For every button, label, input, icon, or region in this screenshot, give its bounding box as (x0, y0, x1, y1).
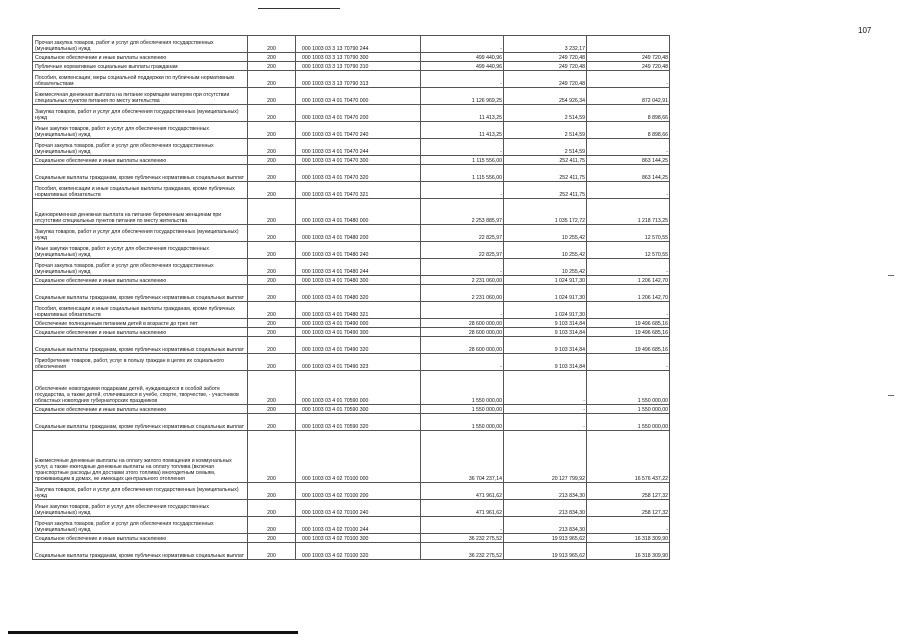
table-cell-name: Обеспечение полноценным питанием детей в возрасте до трех лет (33, 319, 248, 328)
table-cell-code: 200 (248, 354, 296, 371)
table-cell-executed: 2 514,59 (504, 105, 587, 122)
table-cell-kbk: 000 1003 03 4 01 70590 300 (296, 405, 421, 414)
table-cell-name: Иные закупки товаров, работ и услуг для обеспечения государственных (муниципальных) нужд (33, 242, 248, 259)
table-cell-name: Пособия, компенсации, меры социальной поддержки по публичным нормативным обязательствам (33, 71, 248, 88)
table-cell-unexecuted: - (587, 139, 670, 156)
table-cell-unexecuted: - (587, 517, 670, 534)
table-row (33, 88, 670, 105)
table-cell-kbk: 000 1003 03 4 01 70480 300 (296, 276, 421, 285)
table-cell-executed: 213 834,30 (504, 483, 587, 500)
table-cell-executed: 3 232,17 (504, 36, 587, 53)
table-row (33, 242, 670, 259)
table-cell-executed: 252 411,75 (504, 182, 587, 199)
table-row (33, 319, 670, 328)
table-row (33, 156, 670, 165)
table-cell-executed: 1 024 917,30 (504, 285, 587, 302)
table-cell-approved: 28 600 000,00 (421, 319, 504, 328)
table-cell-name: Обеспечение новогодними подарками детей, нуждающихся в особой заботе государства, а также детей, отличившихся в учебе, спорте, творчестве, - участников областных новогодних губернаторских праздников (33, 371, 248, 405)
table-cell-name: Ежемесячные денежные выплаты на оплату жилого помещения и коммунальных услуг, а также ежегодные денежные выплаты на оплату топлива (включая транспортные расходы для доставки этого топлива) многодетным семьям, проживающим в домах, не имеющих центрального отопления (33, 431, 248, 483)
table-cell-approved: 499 440,96 (421, 62, 504, 71)
table-cell-code: 200 (248, 517, 296, 534)
table-cell-kbk: 000 1003 03 4 01 70470 200 (296, 105, 421, 122)
table-cell-executed: 213 834,30 (504, 517, 587, 534)
table-cell-name: Социальное обеспечение и иные выплаты населению (33, 328, 248, 337)
table-cell-unexecuted: 16 576 437,22 (587, 431, 670, 483)
budget-table (32, 35, 670, 560)
table-cell-approved: 1 126 969,25 (421, 88, 504, 105)
table-cell-code: 200 (248, 122, 296, 139)
table-cell-unexecuted: 16 318 309,90 (587, 534, 670, 543)
table-cell-approved: - (421, 302, 504, 319)
table-row (33, 534, 670, 543)
table-cell-approved: 36 704 237,14 (421, 431, 504, 483)
table-row (33, 414, 670, 431)
table-cell-executed: 249 720,48 (504, 53, 587, 62)
table-cell-executed: 19 913 965,62 (504, 543, 587, 560)
table-cell-executed: 252 411,75 (504, 156, 587, 165)
table-cell-unexecuted: - (587, 302, 670, 319)
table-cell-kbk: 000 1003 03 4 02 70100 240 (296, 500, 421, 517)
table-cell-code: 200 (248, 199, 296, 225)
table-row (33, 285, 670, 302)
table-row (33, 431, 670, 483)
table-cell-executed: - (504, 371, 587, 405)
table-cell-approved: 2 231 060,00 (421, 276, 504, 285)
table-cell-approved: 1 550 000,00 (421, 405, 504, 414)
table-cell-approved: 28 600 000,00 (421, 337, 504, 354)
table-cell-unexecuted: 1 218 713,25 (587, 199, 670, 225)
table-cell-kbk: 000 1003 03 4 01 70480 200 (296, 225, 421, 242)
table-cell-kbk: 000 1003 03 4 01 70480 240 (296, 242, 421, 259)
table-cell-unexecuted: - (587, 71, 670, 88)
table-cell-unexecuted: 16 318 309,90 (587, 543, 670, 560)
table-cell-unexecuted: 249 720,48 (587, 53, 670, 62)
table-cell-name: Прочая закупка товаров, работ и услуг для обеспечения государственных (муниципальных) нужд (33, 36, 248, 53)
table-cell-kbk: 000 1003 03 4 01 70480 244 (296, 259, 421, 276)
table-cell-name: Социальное обеспечение и иные выплаты населению (33, 156, 248, 165)
table-cell-executed: 20 127 799,92 (504, 431, 587, 483)
table-cell-unexecuted: 258 127,32 (587, 483, 670, 500)
table-cell-unexecuted: 1 550 000,00 (587, 371, 670, 405)
table-cell-unexecuted (587, 36, 670, 53)
table-cell-name: Социальное обеспечение и иные выплаты населению (33, 405, 248, 414)
table-cell-kbk: 000 1003 03 3 13 70790 313 (296, 71, 421, 88)
table-cell-kbk: 000 1003 03 4 01 70470 300 (296, 156, 421, 165)
table-cell-approved: 499 440,96 (421, 53, 504, 62)
table-cell-approved: - (421, 354, 504, 371)
table-cell-code: 200 (248, 276, 296, 285)
table-cell-code: 200 (248, 302, 296, 319)
table-cell-approved: 22 825,97 (421, 225, 504, 242)
table-cell-kbk: 000 1003 03 4 02 70100 320 (296, 543, 421, 560)
table-cell-code: 200 (248, 182, 296, 199)
table-cell-code: 200 (248, 88, 296, 105)
table-cell-code: 200 (248, 53, 296, 62)
table-cell-kbk: 000 1003 03 4 01 70470 321 (296, 182, 421, 199)
table-cell-executed: 10 255,42 (504, 242, 587, 259)
table-cell-approved: 1 115 556,00 (421, 165, 504, 182)
table-cell-unexecuted: 1 206 142,70 (587, 276, 670, 285)
table-cell-approved: 22 825,97 (421, 242, 504, 259)
table-cell-code: 200 (248, 534, 296, 543)
margin-mark (888, 275, 894, 276)
table-cell-kbk: 000 1003 03 4 01 70490 323 (296, 354, 421, 371)
table-cell-name: Иные закупки товаров, работ и услуг для обеспечения государственных (муниципальных) нужд (33, 500, 248, 517)
table-cell-name: Прочая закупка товаров, работ и услуг для обеспечения государственных (муниципальных) нужд (33, 139, 248, 156)
table-cell-executed: 10 255,42 (504, 259, 587, 276)
table-cell-code: 200 (248, 319, 296, 328)
table-cell-kbk: 000 1003 03 4 01 70470 244 (296, 139, 421, 156)
table-cell-approved: 36 232 275,52 (421, 543, 504, 560)
table-cell-code: 200 (248, 225, 296, 242)
table-cell-unexecuted: 1 550 000,00 (587, 414, 670, 431)
table-cell-kbk: 000 1003 03 4 01 70470 240 (296, 122, 421, 139)
table-cell-unexecuted: 8 898,66 (587, 122, 670, 139)
table-cell-approved: 28 600 000,00 (421, 328, 504, 337)
table-row (33, 36, 670, 53)
table-cell-name: Социальные выплаты гражданам, кроме публичных нормативных социальных выплат (33, 414, 248, 431)
table-cell-executed: 19 913 965,62 (504, 534, 587, 543)
table-cell-executed: 1 035 172,72 (504, 199, 587, 225)
table-cell-unexecuted: 249 720,48 (587, 62, 670, 71)
table-cell-executed: 9 103 314,84 (504, 354, 587, 371)
table-cell-code: 200 (248, 405, 296, 414)
table-row (33, 517, 670, 534)
table-cell-name: Публичные нормативные социальные выплаты гражданам (33, 62, 248, 71)
table-row (33, 122, 670, 139)
table-cell-kbk: 000 1003 03 4 01 70490 320 (296, 337, 421, 354)
table-cell-approved: 2 253 885,97 (421, 199, 504, 225)
table-cell-kbk: 000 1003 03 4 01 70480 320 (296, 285, 421, 302)
table-cell-kbk: 000 1003 03 4 02 70100 000 (296, 431, 421, 483)
table-row (33, 71, 670, 88)
top-rule (258, 8, 340, 9)
table-cell-kbk: 000 1003 03 4 01 70470 320 (296, 165, 421, 182)
table-cell-code: 200 (248, 431, 296, 483)
table-cell-kbk: 000 1003 03 3 13 70790 300 (296, 53, 421, 62)
table-cell-code: 200 (248, 105, 296, 122)
table-row (33, 500, 670, 517)
margin-mark (888, 395, 894, 396)
table-cell-unexecuted: 872 042,91 (587, 88, 670, 105)
table-cell-executed: 213 834,30 (504, 500, 587, 517)
table-cell-name: Социальные выплаты гражданам, кроме публичных нормативных социальных выплат (33, 285, 248, 302)
table-row (33, 53, 670, 62)
table-cell-unexecuted: 863 144,25 (587, 165, 670, 182)
table-cell-executed: 249 720,48 (504, 71, 587, 88)
table-cell-kbk: 000 1003 03 4 01 70590 000 (296, 371, 421, 405)
table-cell-executed: 9 103 314,84 (504, 328, 587, 337)
table-cell-code: 200 (248, 242, 296, 259)
table-cell-approved: 1 550 000,00 (421, 371, 504, 405)
table-cell-unexecuted: 1 550 000,00 (587, 405, 670, 414)
table-row (33, 276, 670, 285)
table-row (33, 199, 670, 225)
table-cell-code: 200 (248, 139, 296, 156)
table-cell-unexecuted: 19 496 685,16 (587, 319, 670, 328)
table-cell-executed: 1 024 917,30 (504, 302, 587, 319)
table-cell-code: 200 (248, 337, 296, 354)
table-cell-code: 200 (248, 62, 296, 71)
table-cell-unexecuted: - (587, 182, 670, 199)
table-cell-kbk: 000 1003 03 4 02 70100 300 (296, 534, 421, 543)
table-cell-name: Единовременная денежная выплата на питание беременным женщинам при отсутствии специальных пунктов питания по месту жительства (33, 199, 248, 225)
table-cell-unexecuted: 1 206 142,70 (587, 285, 670, 302)
table-cell-kbk: 000 1003 03 4 02 70100 200 (296, 483, 421, 500)
table-cell-name: Иные закупки товаров, работ и услуг для обеспечения государственных (муниципальных) нужд (33, 122, 248, 139)
table-cell-kbk: 000 1003 03 3 13 70790 244 (296, 36, 421, 53)
table-row (33, 62, 670, 71)
table-cell-code: 200 (248, 543, 296, 560)
table-row (33, 354, 670, 371)
table-cell-name: Закупка товаров, работ и услуг для обеспечения государственных (муниципальных) нужд (33, 483, 248, 500)
table-cell-code: 200 (248, 285, 296, 302)
table-cell-unexecuted: 258 127,32 (587, 500, 670, 517)
table-cell-code: 200 (248, 483, 296, 500)
table-cell-code: 200 (248, 36, 296, 53)
table-body (33, 36, 670, 560)
table-cell-code: 200 (248, 328, 296, 337)
table-cell-approved: 11 413,25 (421, 122, 504, 139)
table-cell-approved: 36 232 275,52 (421, 534, 504, 543)
table-cell-kbk: 000 1003 03 4 01 70470 000 (296, 88, 421, 105)
table-cell-approved: - (421, 259, 504, 276)
table-cell-approved: - (421, 71, 504, 88)
table-row (33, 302, 670, 319)
table-cell-unexecuted: 863 144,25 (587, 156, 670, 165)
table-cell-name: Закупка товаров, работ и услуг для обеспечения государственных (муниципальных) нужд (33, 105, 248, 122)
table-cell-name: Социальное обеспечение и иные выплаты населению (33, 53, 248, 62)
table-cell-approved: 2 231 060,00 (421, 285, 504, 302)
table-row (33, 259, 670, 276)
table-row (33, 337, 670, 354)
table-row (33, 405, 670, 414)
table-cell-name: Социальные выплаты гражданам, кроме публичных нормативных социальных выплат (33, 337, 248, 354)
table-cell-unexecuted: 12 570,55 (587, 242, 670, 259)
table-row (33, 139, 670, 156)
table-cell-kbk: 000 1003 03 3 13 70790 310 (296, 62, 421, 71)
table-cell-name: Пособия, компенсации и иные социальные выплаты гражданам, кроме публичных нормативных обязательств (33, 182, 248, 199)
table-row (33, 225, 670, 242)
table-cell-approved: 11 413,25 (421, 105, 504, 122)
table-cell-executed: 9 103 314,84 (504, 337, 587, 354)
table-cell-code: 200 (248, 156, 296, 165)
table-cell-executed: 9 103 314,84 (504, 319, 587, 328)
table-cell-name: Приобретение товаров, работ, услуг в пользу граждан в целях их социального обеспечения (33, 354, 248, 371)
bottom-rule (8, 631, 298, 634)
table-row (33, 165, 670, 182)
table-cell-unexecuted: 8 898,66 (587, 105, 670, 122)
table-cell-executed: - (504, 414, 587, 431)
table-cell-approved: - (421, 517, 504, 534)
table-cell-name: Социальное обеспечение и иные выплаты населению (33, 276, 248, 285)
table-cell-kbk: 000 1003 03 4 01 70590 320 (296, 414, 421, 431)
table-cell-unexecuted: - (587, 354, 670, 371)
table-cell-executed: 249 720,48 (504, 62, 587, 71)
table-cell-approved: - (421, 182, 504, 199)
table-cell-unexecuted: 12 570,55 (587, 225, 670, 242)
table-row (33, 371, 670, 405)
table-cell-unexecuted: 19 496 685,16 (587, 337, 670, 354)
table-cell-code: 200 (248, 371, 296, 405)
table-cell-approved: - (421, 139, 504, 156)
table-cell-executed: 1 024 917,30 (504, 276, 587, 285)
table-row (33, 105, 670, 122)
table-row (33, 543, 670, 560)
table-cell-executed: - (504, 405, 587, 414)
table-cell-kbk: 000 1003 03 4 01 70490 300 (296, 328, 421, 337)
table-cell-executed: 2 514,59 (504, 139, 587, 156)
table-cell-name: Социальные выплаты гражданам, кроме публичных нормативных социальных выплат (33, 165, 248, 182)
table-cell-approved: 471 961,62 (421, 500, 504, 517)
page-number: 107 (858, 26, 872, 35)
table-cell-unexecuted: - (587, 259, 670, 276)
table-cell-approved: 471 961,62 (421, 483, 504, 500)
table-cell-kbk: 000 1003 03 4 01 70490 000 (296, 319, 421, 328)
table-cell-code: 200 (248, 500, 296, 517)
table-cell-name: Прочая закупка товаров, работ и услуг для обеспечения государственных (муниципальных) нужд (33, 517, 248, 534)
table-row (33, 182, 670, 199)
table-cell-name: Прочая закупка товаров, работ и услуг для обеспечения государственных (муниципальных) нужд (33, 259, 248, 276)
table-cell-kbk: 000 1003 03 4 01 70480 000 (296, 199, 421, 225)
table-cell-name: Пособия, компенсации и иные социальные выплаты гражданам, кроме публичных нормативных обязательств (33, 302, 248, 319)
table-cell-code: 200 (248, 414, 296, 431)
table-cell-approved: - (421, 36, 504, 53)
table-cell-executed: 2 514,59 (504, 122, 587, 139)
table-cell-unexecuted: 19 496 685,16 (587, 328, 670, 337)
table-cell-kbk: 000 1003 03 4 01 70480 321 (296, 302, 421, 319)
table-cell-code: 200 (248, 259, 296, 276)
table-cell-approved: 1 550 000,00 (421, 414, 504, 431)
table-cell-executed: 252 411,75 (504, 165, 587, 182)
table-cell-name: Социальное обеспечение и иные выплаты населению (33, 534, 248, 543)
table-cell-kbk: 000 1003 03 4 02 70100 244 (296, 517, 421, 534)
table-cell-executed: 254 926,34 (504, 88, 587, 105)
table-cell-name: Ежемесячная денежная выплата на питание кормящим матерям при отсутствии специальных пунктов питания по месту жительства (33, 88, 248, 105)
table-row (33, 483, 670, 500)
table-cell-code: 200 (248, 165, 296, 182)
table-row (33, 328, 670, 337)
table-cell-name: Социальные выплаты гражданам, кроме публичных нормативных социальных выплат (33, 543, 248, 560)
table-cell-approved: 1 115 556,00 (421, 156, 504, 165)
table-cell-executed: 10 255,42 (504, 225, 587, 242)
table-cell-code: 200 (248, 71, 296, 88)
table-cell-name: Закупка товаров, работ и услуг для обеспечения государственных (муниципальных) нужд (33, 225, 248, 242)
